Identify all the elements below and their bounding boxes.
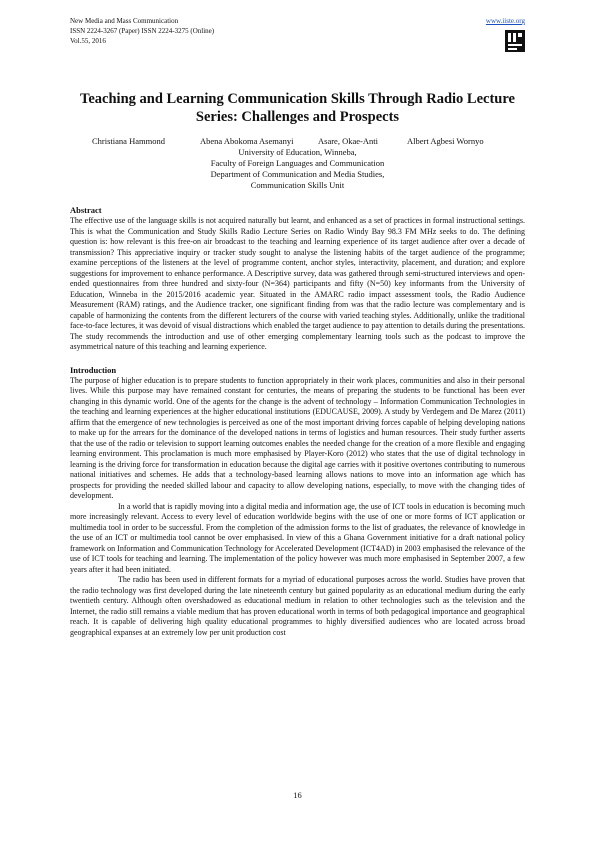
page-number: 16	[293, 790, 302, 800]
journal-info	[70, 16, 214, 46]
introduction-paragraph: The radio has been used in different formats for a myriad of educational purposes across the world. Studies have proven that the radio technology was first developed during the late nineteenth century but gained popularity as an educational medium during the early twentieth century. Although often overshadowed as educational medium in relation to other technologies such as the television and the Internet, the radio still remains a viable medium that has proven educational worth in terms of both pedagogical importance and geographical reach. It is capable of delivering high quality educational programmes to highly diversified audiences who are located across broad geographical expanses at an extremely low per unit production cost	[70, 575, 525, 637]
author-list	[92, 136, 502, 147]
paper-title: Teaching and Learning Communication Skills Through Radio Lecture Series: Challenges and Prospects	[80, 91, 515, 125]
abstract-heading: Abstract	[70, 205, 102, 215]
introduction-paragraph: The purpose of higher education is to prepare students to function appropriately in their work places, communities and also in their personal lives. While this purpose may have remained constant for centuries, the means of preparing the students to be functional has been ever changing in this dynamic world. One of the agents for the change is the advent of technology – Information Communication Technologies in the teaching and learning experiences at the higher educational institutions (EDUCAUSE, 2009). A study by Verdegem and De Marez (2011) affirm that the emergence of new technologies is perceived as one of the most important driving forces capable of helping developing nations to make up for the arrears for the dominance of the developed nations in terms of logistics and human resources. Their study further asserts that the use of the radio or television to support learning outcomes enables the needed change for the creation of a more flexible and engaging learning environment. This proclamation is much more emphasised by Player-Koro (2012) who states that the use of digital technology in learning is the driving force for transformation in education because the digital age carries with it positive overtones contributing to numerous national initiatives and schemes. He adds that a technology-based learning allows nations to move into an information age which has prospects for providing the needed skilled labour and capacity to allow developing nations, especially, to move with the changing tides of development.	[70, 375, 525, 500]
introduction-heading: Introduction	[70, 364, 117, 375]
journal-website-link[interactable]: www.iiste.org	[485, 17, 525, 25]
affiliation-line: Faculty of Foreign Languages and Communication	[210, 158, 385, 168]
affiliation-line: Communication Skills Unit	[250, 180, 345, 190]
journal-issn: ISSN 2224-3267 (Paper) ISSN 2224-3275 (Online)	[70, 27, 215, 35]
paper-body	[70, 205, 525, 638]
author-name: Christiana Hammond	[92, 136, 165, 146]
introduction-paragraph: In a world that is rapidly moving into a digital media and information age, the use of ICT tools in education is becoming much more increasingly relevant. Access to every level of education worldwide begins with the use of one or more forms of ICT application or multimedia tool in order to be successful. From the completion of the admission forms to the list of graduates, the relevance of knowledge in the use of an ICT or multimedia tool cannot be over emphasised. In view of this a Ghana Government initiative for a draft national policy framework on Information and Communication Technology for Accelerated Development (ICT4AD) in 2003 emphasised the relevance of the use of ICT tools for teaching and learning. The implementation of the policy however was much more emphasised in September 2007, a few years after it had been initiated.	[70, 501, 525, 574]
journal-brand	[486, 16, 525, 52]
introduction-section	[70, 365, 525, 639]
affiliation-line: Department of Communication and Media Studies,	[210, 169, 385, 179]
journal-name: New Media and Mass Communication	[70, 17, 179, 25]
journal-header	[70, 16, 525, 76]
affiliation-line: University of Education, Winneba,	[238, 147, 357, 157]
journal-volume: Vol.55, 2016	[70, 37, 106, 45]
affiliation-block	[70, 147, 525, 191]
abstract-text: The effective use of the language skills is not acquired naturally but learnt, and enhanced as a set of practices in formal instructional settings. This is what the Communication and Study Skills Radio Lecture Series on Radio Windy Bay 98.3 FM MHz seeks to do. The defining question is: how relevant is this free-on air broadcast to the teaching and learning experience of its target audience after over a decade of transmission? This appreciative inquiry or tracker study sought to analyse the listening habits of the target audience of the programme; examine perceptions of the listeners at the level of programme content, anchor styles, interactivity, placement, and duration; and explore suggestions for improvement to enhance performance. A Descriptive survey, data was gathered through semi-structured interviews and open-ended questionnaires from three hundred and sixty-four (N=364) participants and fifty (N=50) key informants from the University of Education, Winneba in the 2015/2016 academic year. Situated in the AMARC radio impact assessment tools, the Radio Audience Measurement (RAM) ratings, and the Audience tracker, one significant finding from was that the radio lecture was complementary and is capable of harmonizing the contents from the different lecturers of the course with varied teaching styles. Additionally, unlike the traditional face-to-face lectures, it was devoid of visual distractions which enabled the target audience to pay attention to details during the presentations. The study recommends the introduction and use of other emerging complementary learning tools such as the podcast to improve the asymmetrical nature of this teaching and learning experience.	[70, 216, 525, 351]
abstract-section	[70, 205, 525, 353]
author-name: Albert Agbesi Wornyo	[407, 136, 484, 146]
author-name: Abena Abokoma Asemanyi	[200, 136, 294, 146]
iiste-logo	[505, 30, 525, 52]
author-name: Asare, Okae-Anti	[318, 136, 378, 146]
